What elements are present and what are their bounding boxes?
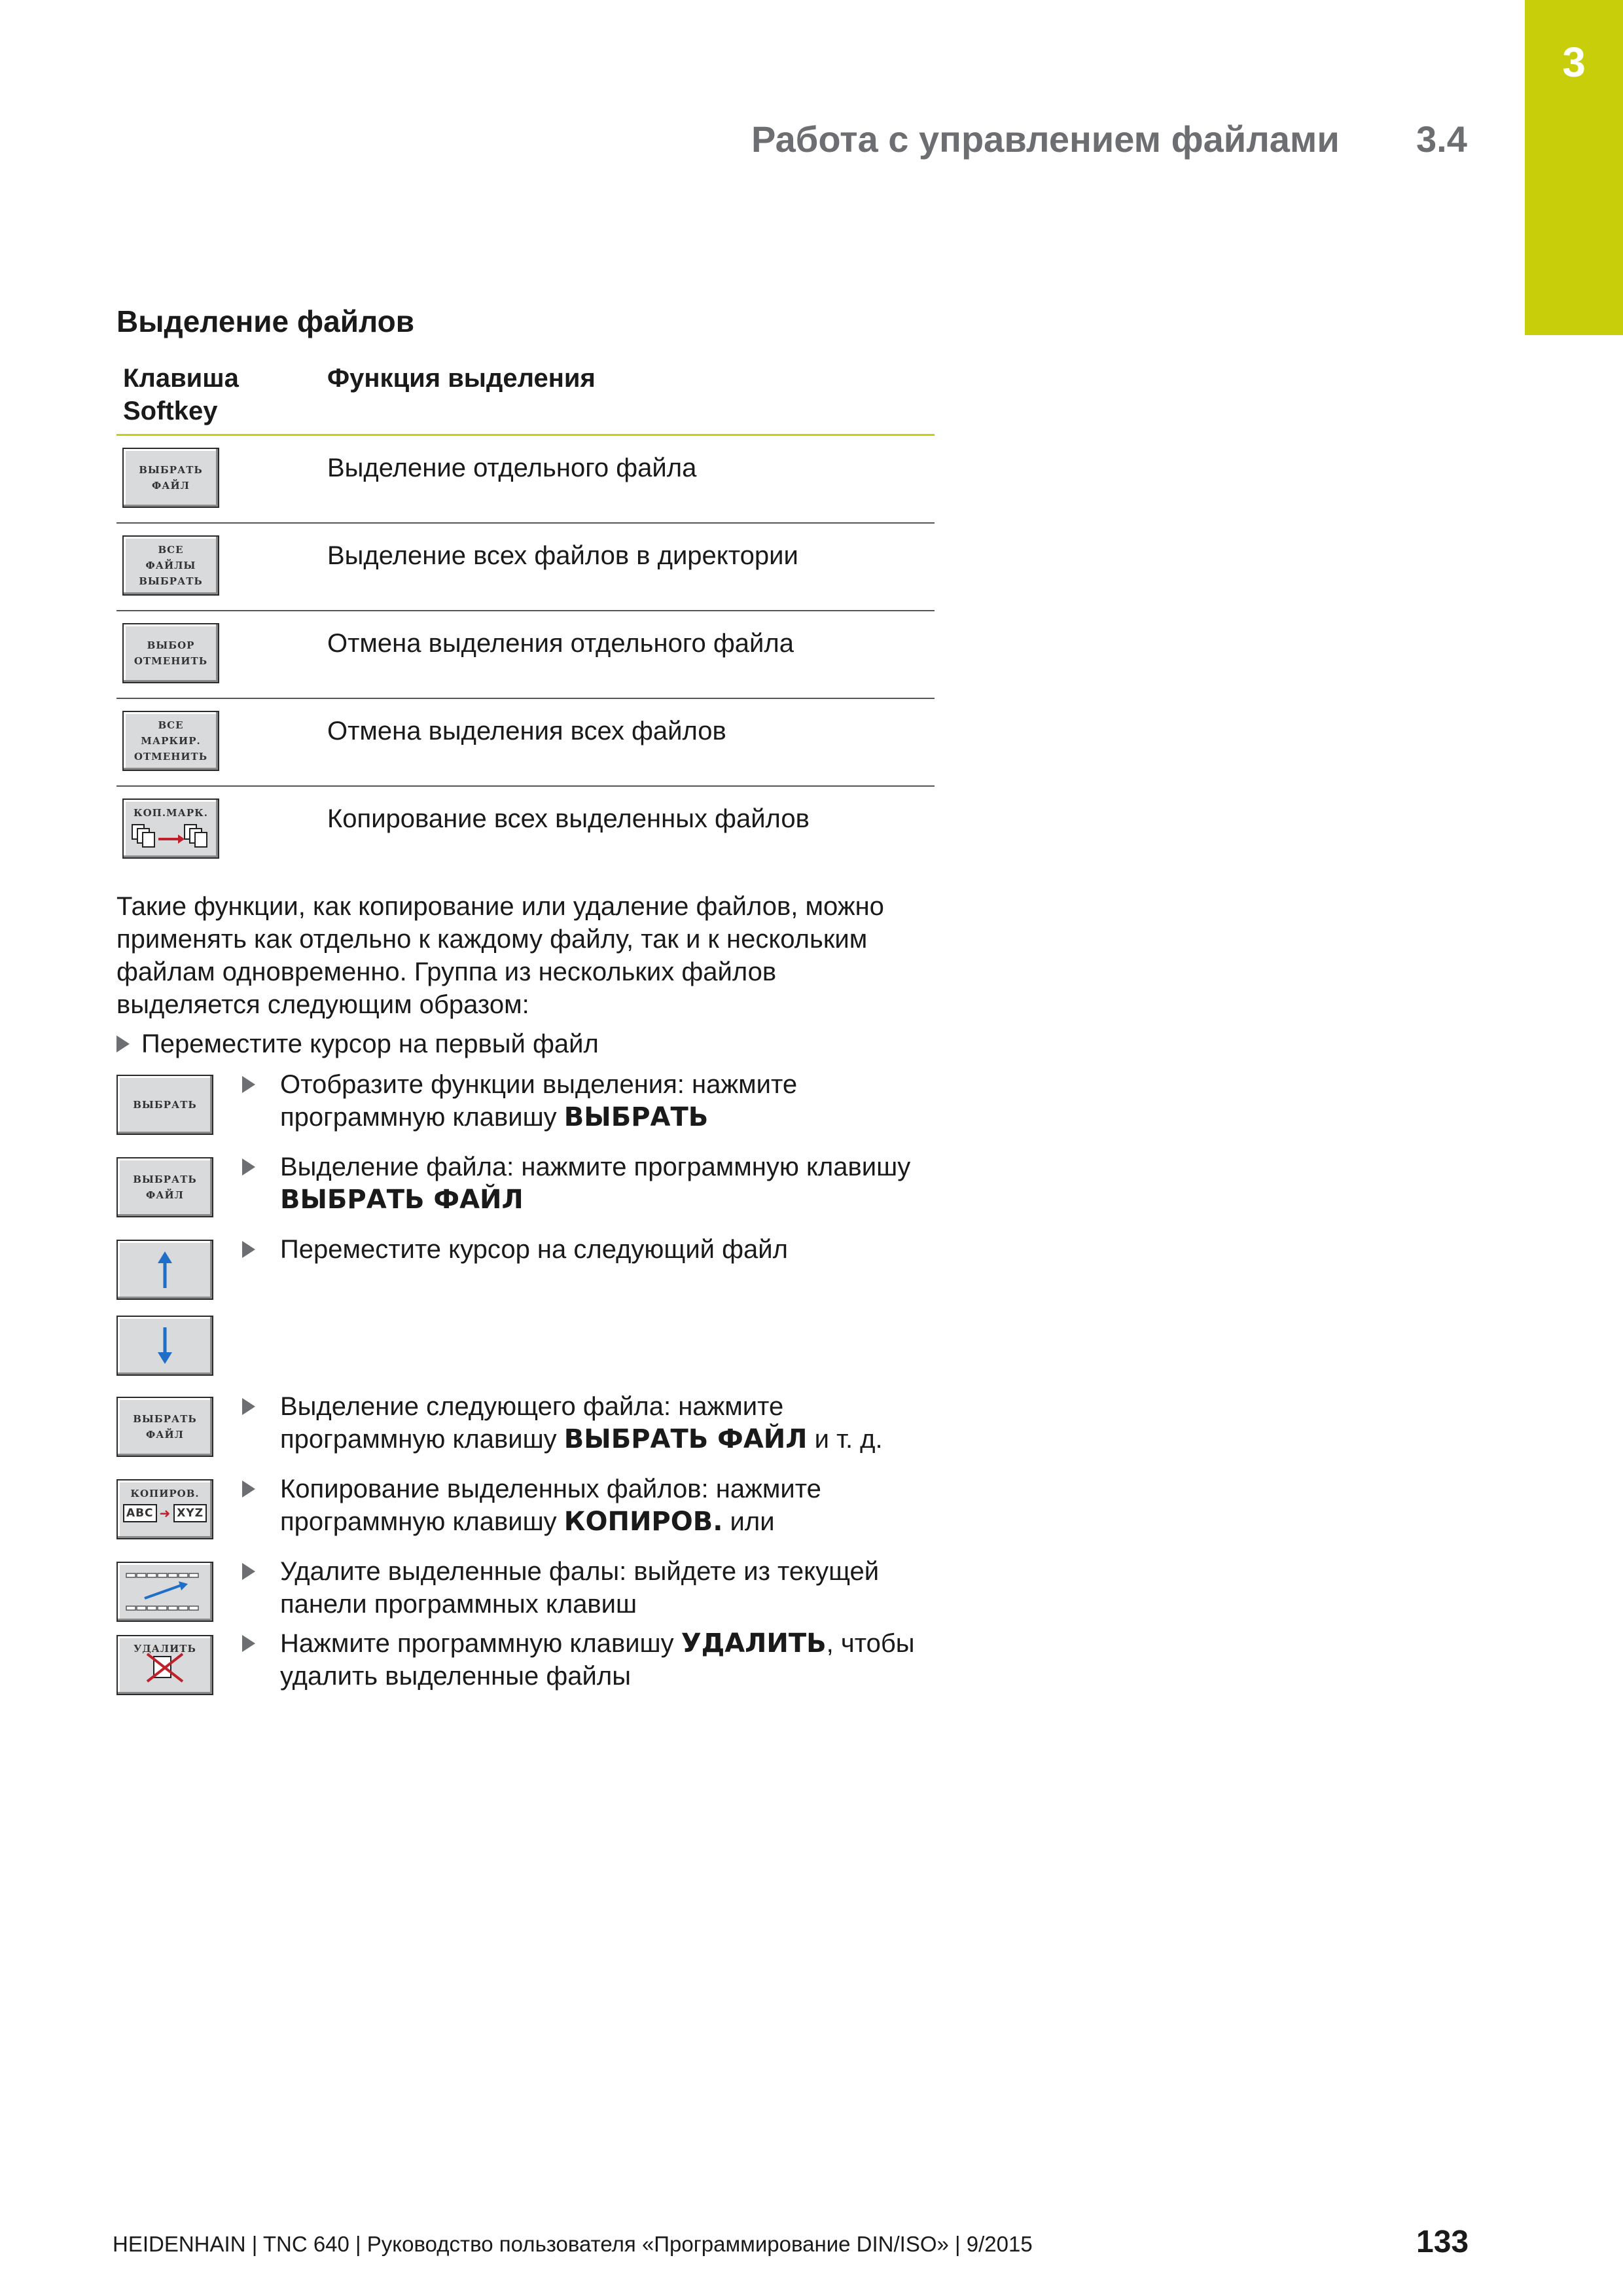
bullet-triangle-icon [242, 1158, 255, 1175]
step-text [280, 1627, 935, 1693]
softkey-label: ФАЙЛЫ [145, 560, 196, 571]
step-text-part: Выделение файла: нажмите программную клавишу [280, 1153, 911, 1181]
bullet-first [116, 1028, 599, 1060]
table-row [116, 699, 935, 787]
step-keyword: УДАЛИТЬ [681, 1628, 827, 1659]
copy-arrow-icon: ➜ [159, 1505, 171, 1521]
softkey-label: ВЫБРАТЬ [133, 1099, 197, 1111]
table-row [116, 436, 935, 524]
bullet-text: Переместите курсор на первый файл [141, 1030, 599, 1058]
delete-icon [142, 1653, 188, 1683]
page-header-section: 3.4 [1416, 118, 1467, 160]
table-row [116, 787, 935, 874]
softkey-label: ОТМЕНИТЬ [134, 751, 208, 762]
softkey-label: ВЫБРАТЬ [133, 1413, 197, 1425]
softkey-label: ВЫБОР [147, 639, 195, 651]
step-text [280, 1473, 935, 1538]
step-text [280, 1390, 935, 1456]
step-text [280, 1233, 935, 1266]
softkey-label: ФАЙЛ [146, 1189, 184, 1201]
intro-paragraph: Такие функции, как копирование или удаление файлов, можно применять как отдельно к каждому файлу, так и к нескольким файлам одновременно. Группа из нескольких файлов выделяется следующим образом: [116, 892, 884, 1019]
softkey-select[interactable] [116, 1075, 213, 1135]
copy-abc-xyz-icon [123, 1504, 207, 1522]
arrow-up-key[interactable] [116, 1240, 213, 1300]
softkey-delete[interactable] [116, 1635, 213, 1695]
bullet-triangle-icon [242, 1480, 255, 1498]
copy-target-label: XYZ [173, 1504, 207, 1522]
step-keyword: КОПИРОВ. [563, 1507, 723, 1537]
softkey-cancel-all-marked[interactable] [122, 711, 219, 771]
softkey-label: ФАЙЛ [152, 480, 190, 492]
selection-table [116, 362, 935, 859]
step-text-part: Переместите курсор на следующий файл [280, 1235, 788, 1264]
bullet-triangle-icon [242, 1398, 255, 1415]
softkey-label: КОПИРОВ. [130, 1488, 200, 1499]
arrow-down-key[interactable] [116, 1316, 213, 1376]
step-text-part: Отобразите функции выделения: нажмите программную клавишу [280, 1070, 798, 1132]
table-row [116, 524, 935, 611]
bullet-triangle-icon [242, 1241, 255, 1258]
bullet-triangle-icon [242, 1076, 255, 1093]
step-text-part: или [722, 1507, 775, 1536]
softkey-label: ВЫБРАТЬ [133, 1174, 197, 1185]
softkey-bar-switch-key[interactable] [116, 1562, 213, 1622]
softkey-label: ВЫБРАТЬ [139, 575, 203, 587]
table-row-text: Отмена выделения всех файлов [327, 717, 726, 745]
softkey-copy[interactable] [116, 1479, 213, 1539]
step-text-part: Удалите выделенные фалы: выйдете из текущей панели программных клавиш [280, 1557, 880, 1619]
copy-source-label: ABC [123, 1504, 157, 1522]
arrow-down-icon [155, 1325, 175, 1367]
softkey-label: ВСЕ [158, 544, 184, 556]
table-header-key-line2: Softkey [123, 397, 218, 425]
page-number: 133 [1416, 2225, 1469, 2259]
bullet-triangle-icon [242, 1635, 255, 1652]
softkey-label: ОТМЕНИТЬ [134, 655, 208, 667]
page-footer: HEIDENHAIN | TNC 640 | Руководство пользователя «Программирование DIN/ISO» | 9/2015 [113, 2232, 1033, 2256]
table-header-function: Функция выделения [327, 364, 596, 393]
softkey-select-file[interactable] [116, 1397, 213, 1457]
softkey-select-file[interactable] [116, 1157, 213, 1217]
step-keyword: ВЫБРАТЬ [563, 1102, 709, 1132]
table-row-text: Копирование всех выделенных файлов [327, 804, 810, 833]
step-text [280, 1068, 935, 1134]
table-row-text: Отмена выделения отдельного файла [327, 629, 794, 658]
step-text-part: Нажмите программную клавишу [280, 1629, 681, 1658]
section-title: Выделение файлов [116, 304, 415, 338]
softkey-label: ВСЕ [158, 719, 184, 731]
softkey-select-all-files[interactable] [122, 535, 219, 596]
step-text [280, 1555, 935, 1621]
softkey-label: УДАЛИТЬ [134, 1643, 196, 1655]
softkey-label: МАРКИР. [141, 735, 201, 747]
step-text-part: и т. д. [807, 1425, 883, 1454]
softkey-copy-marked[interactable] [122, 798, 219, 859]
copy-files-icon [128, 821, 213, 848]
softkey-label: ВЫБРАТЬ [139, 464, 203, 476]
table-header-key [123, 362, 319, 427]
softkey-select-file[interactable] [122, 448, 219, 508]
table-row-text: Выделение отдельного файла [327, 454, 697, 482]
page-header-title: Работа с управлением файлами [751, 118, 1340, 160]
step-keyword: ВЫБРАТЬ ФАЙЛ [563, 1424, 808, 1454]
softkey-label: КОП.МАРК. [133, 807, 209, 819]
table-row [116, 611, 935, 699]
softkey-bar-switch-icon [122, 1568, 207, 1615]
chapter-number: 3 [1562, 39, 1586, 86]
arrow-up-icon [155, 1249, 175, 1291]
step-text-part: , чтобы удалить выделенные файлы [280, 1629, 915, 1691]
step-keyword: ВЫБРАТЬ ФАЙЛ [280, 1185, 524, 1215]
step-text-part: Выделение следующего файла: нажмите программную клавишу [280, 1392, 784, 1454]
table-header-key-line1: Клавиша [123, 364, 239, 393]
softkey-cancel-selection[interactable] [122, 623, 219, 683]
table-row-text: Выделение всех файлов в директории [327, 541, 798, 570]
softkey-label: ФАЙЛ [146, 1429, 184, 1441]
step-text-part: Копирование выделенных файлов: нажмите программную клавишу [280, 1475, 821, 1536]
bullet-triangle-icon [116, 1035, 130, 1052]
bullet-triangle-icon [242, 1563, 255, 1580]
step-text [280, 1151, 935, 1216]
